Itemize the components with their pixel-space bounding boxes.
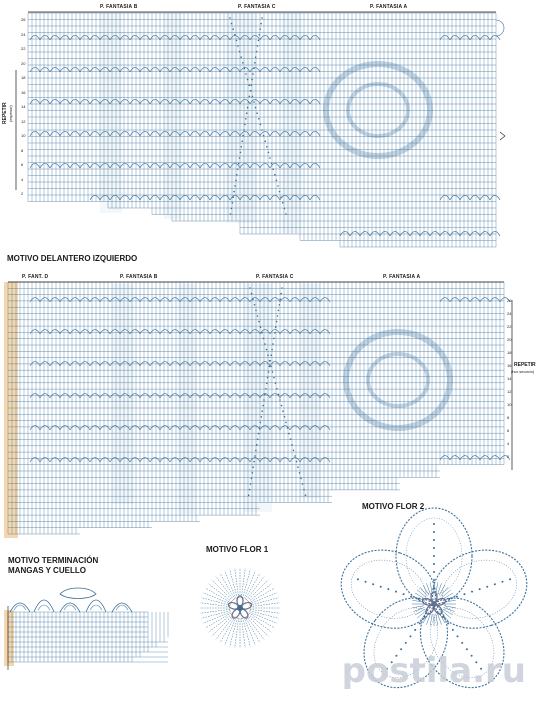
chart2-repeat-sub: (hor sección) [511,369,535,374]
chart2-row-number: 22 [507,324,512,329]
termination-motif-drawing [4,588,168,670]
chart1-row-number: 24 [21,31,26,37]
chart2-row-number: 6 [507,428,510,433]
chart2-header-fantasia-b: P. FANTASIA B [120,274,158,280]
chart2-header-fantasia-a: P. FANTASIA A [383,274,421,280]
chart1-repeat-label: REPETIR [2,102,8,124]
chart1-row-number: 6 [21,162,24,167]
flower-1-title: MOTIVO FLOR 1 [206,545,269,554]
chart1-repeat-sub: (espesor) [8,105,13,122]
chart1-row-number: 4 [21,176,24,182]
chart2-title: MOTIVO DELANTERO IZQUIERDO [7,254,138,263]
flower-2-title: MOTIVO FLOR 2 [362,502,425,511]
chart1-header-fantasia-c: P. FANTASIA C [238,4,276,10]
chart1-row-number: 18 [21,75,26,80]
chart2-row-number: 26 [507,298,512,303]
chart-upper-grid [16,12,505,252]
chart2-row-number: 4 [507,441,510,446]
chart1-row-number: 22 [21,46,26,51]
chart2-row-number: 10 [507,402,512,407]
chart1-row-number: 12 [21,118,26,124]
chart2-row-number: 24 [507,311,512,316]
chart1-row-number: 16 [21,89,26,95]
chart1-header-fantasia-a: P. FANTASIA A [370,4,408,10]
chart2-row-number: 20 [507,337,512,342]
chart2-row-number: 8 [507,415,510,420]
chart1-row-number: 10 [21,133,26,138]
chart2-repeat-label: REPETIR [514,362,536,368]
chart1-row-number: 8 [21,147,24,153]
chart2-row-number: 18 [507,350,512,355]
chart-lower-grid [4,282,512,538]
chart2-row-number: 2 [507,454,510,459]
termination-title-line1: MOTIVO TERMINACIÓN [8,556,99,565]
chart1-row-number: 20 [21,60,26,66]
chart2-row-number: 14 [507,376,512,381]
chart1-row-number: 2 [21,191,24,196]
chart2-header-fantasia-c: P. FANTASIA C [256,274,294,280]
flower-1-motif-drawing [200,568,280,648]
chart1-row-number: 26 [21,17,26,22]
chart1-header-fantasia-b: P. FANTASIA B [100,4,138,10]
chart2-row-number: 16 [507,363,512,368]
watermark-logo: postila.ru [341,651,526,691]
chart2-header-fantasia-d: P. FANT. D [22,274,49,280]
termination-title-line2: MANGAS Y CUELLO [8,566,86,575]
chart2-row-number: 12 [507,389,512,394]
chart1-row-number: 14 [21,104,26,109]
